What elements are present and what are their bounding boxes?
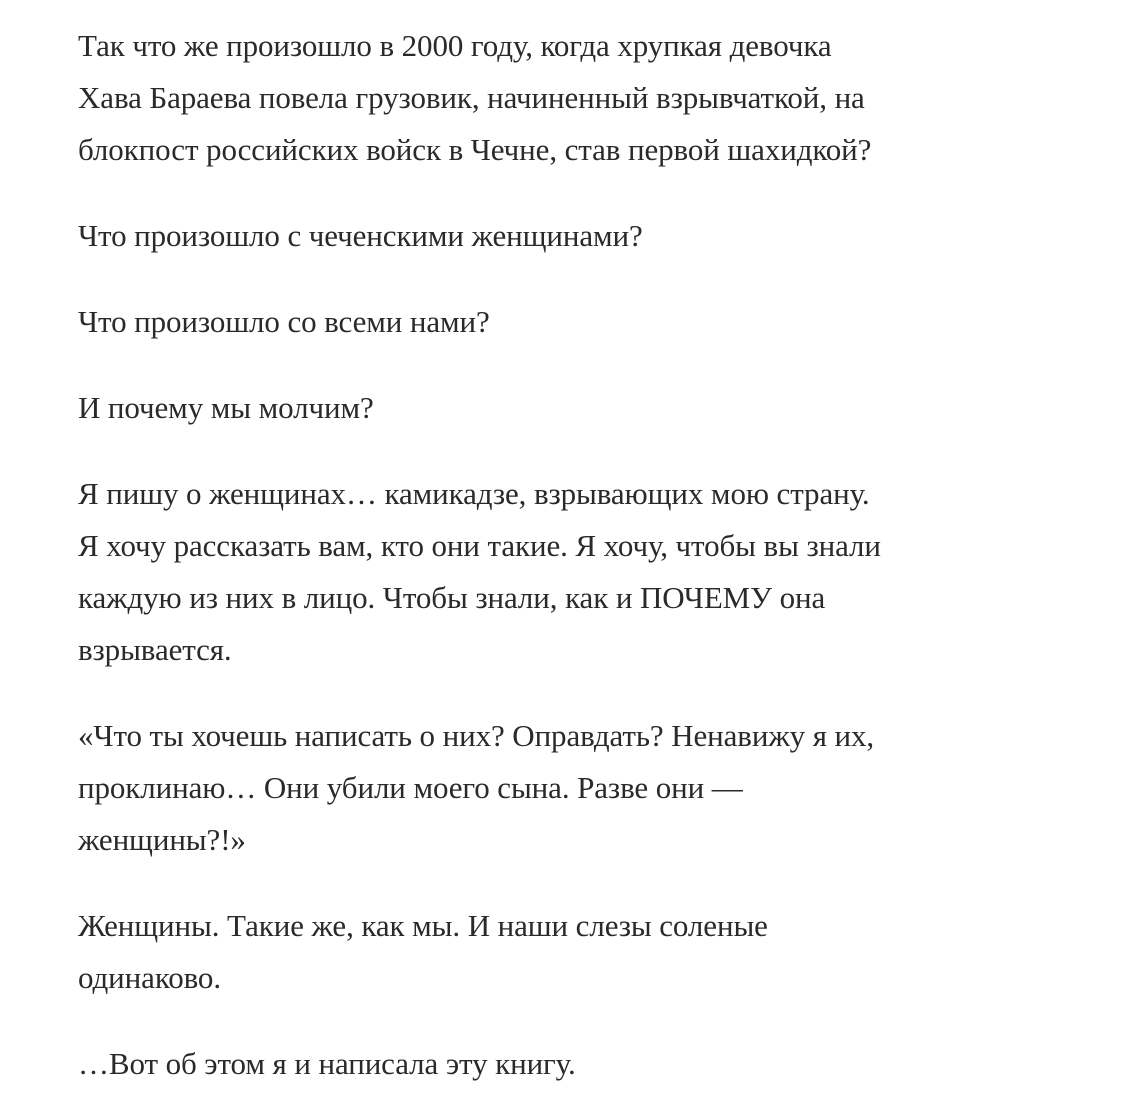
paragraph-author-intent: Я пишу о женщинах… камикадзе, взрывающих мою страну. Я хочу рассказать вам, кто они такие. Я хочу, чтобы вы знали каждую из них в лицо. Чтобы знали, как и ПОЧЕМУ она взрывается. <box>78 476 881 667</box>
paragraph-why-silent-question: И почему мы молчим? <box>78 390 374 425</box>
paragraph-closing: …Вот об этом я и написала эту книгу. <box>78 1046 576 1081</box>
paragraph-chechen-women-question: Что произошло с чеченскими женщинами? <box>78 218 643 253</box>
article-body <box>78 20 1078 1090</box>
paragraph-all-of-us-question: Что произошло со всеми нами? <box>78 304 490 339</box>
paragraph-chava-baraeva: Так что же произошло в 2000 году, когда хрупкая девочка Хава Бараева повела грузовик, начиненный взрывчаткой, на блокпост российских войск в Чечне, став первой шахидкой? <box>78 28 872 167</box>
paragraph-quote-mother: «Что ты хочешь написать о них? Оправдать? Ненавижу я их, проклинаю… Они убили моего сына. Разве они — женщины?!» <box>78 718 875 857</box>
paragraph-women-like-us: Женщины. Такие же, как мы. И наши слезы соленые одинаково. <box>78 908 768 995</box>
